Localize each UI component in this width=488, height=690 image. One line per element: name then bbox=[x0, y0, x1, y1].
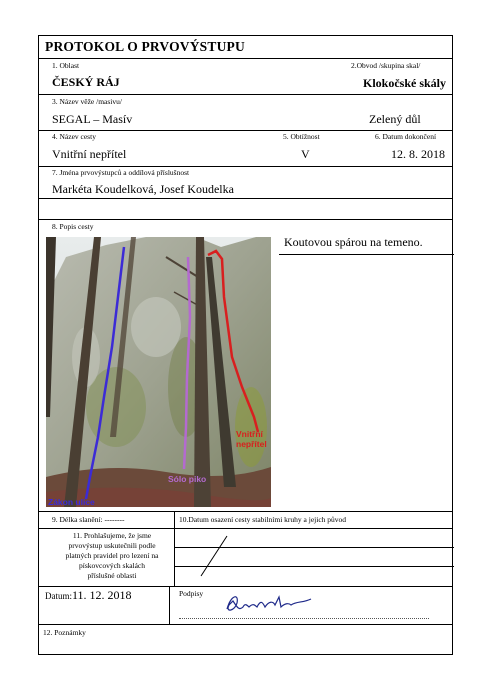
field-7-label: 7. Jména prvovýstupců a oddílová příslušnost bbox=[52, 168, 190, 177]
field-4-label: 4. Název cesty bbox=[52, 132, 96, 141]
divider bbox=[39, 511, 452, 512]
signature-handwritten bbox=[219, 589, 319, 617]
field-6-value: 12. 8. 2018 bbox=[391, 147, 445, 161]
field-5-value: V bbox=[301, 147, 310, 161]
field-10-label: 10.Datum osazení cesty stabilními kruhy a jejich původ bbox=[179, 515, 347, 524]
divider bbox=[39, 198, 452, 199]
field-9-label: 9. Délka slanění: -------- bbox=[52, 515, 125, 524]
route-photo-drawing bbox=[46, 237, 271, 507]
field-3-tower-value: SEGAL – Masív bbox=[52, 112, 133, 126]
divider bbox=[174, 511, 175, 586]
field-12-label: 12. Poznámky bbox=[43, 628, 86, 637]
declaration-line: platných pravidel pro lezení na bbox=[65, 551, 159, 560]
field-7-value: Markéta Koudelková, Josef Koudelka bbox=[52, 182, 234, 196]
declaration-line: pískovcových skalách bbox=[78, 561, 146, 570]
route-photo bbox=[46, 237, 271, 507]
field-3-area-value: Zelený důl bbox=[369, 112, 421, 126]
declaration-line: 11. Prohlašujeme, že jsme bbox=[72, 531, 152, 540]
page-title: PROTOKOL O PRVOVÝSTUPU bbox=[45, 39, 245, 54]
date-label: Datum: bbox=[45, 591, 72, 601]
field-8-value: Koutovou spárou na temeno. bbox=[284, 235, 423, 249]
divider bbox=[39, 528, 452, 529]
field-4-value: Vnitřní nepřítel bbox=[52, 147, 127, 161]
field-11-declaration bbox=[52, 531, 172, 581]
divider bbox=[39, 166, 452, 167]
divider bbox=[39, 94, 452, 95]
route-label-nepritel: nepřítel bbox=[236, 439, 267, 449]
divider bbox=[279, 254, 454, 255]
declaration-line: příslušné oblasti bbox=[87, 571, 137, 580]
divider bbox=[39, 219, 452, 220]
field-3-label: 3. Název věže /masivu/ bbox=[52, 97, 122, 106]
divider bbox=[169, 586, 170, 624]
protocol-form bbox=[38, 35, 453, 655]
field-1-label: 1. Oblast bbox=[52, 61, 80, 70]
date-value: 11. 12. 2018 bbox=[72, 588, 132, 602]
field-1-value: ČESKÝ RÁJ bbox=[52, 75, 120, 89]
divider bbox=[39, 586, 452, 587]
divider bbox=[39, 58, 452, 59]
declaration-line: prvovýstup uskutečnili podle bbox=[68, 541, 156, 550]
field-2-label: 2.Obvod /skupina skal/ bbox=[351, 61, 421, 70]
strike-through-line bbox=[199, 534, 229, 578]
route-label-solo-piko: Sólo piko bbox=[168, 474, 207, 484]
signatures-label: Podpisy bbox=[179, 589, 204, 598]
field-6-label: 6. Datum dokončení bbox=[375, 132, 437, 141]
route-label-vnitrni: Vnitřní bbox=[236, 429, 263, 439]
field-5-label: 5. Obtížnost bbox=[283, 132, 320, 141]
divider bbox=[39, 130, 452, 131]
route-label-zakon-ulice: Zákon ulice bbox=[48, 497, 95, 507]
signature-line bbox=[179, 618, 429, 619]
field-8-label: 8. Popis cesty bbox=[52, 222, 94, 231]
field-2-value: Klokočské skály bbox=[362, 76, 446, 90]
divider bbox=[39, 624, 452, 625]
